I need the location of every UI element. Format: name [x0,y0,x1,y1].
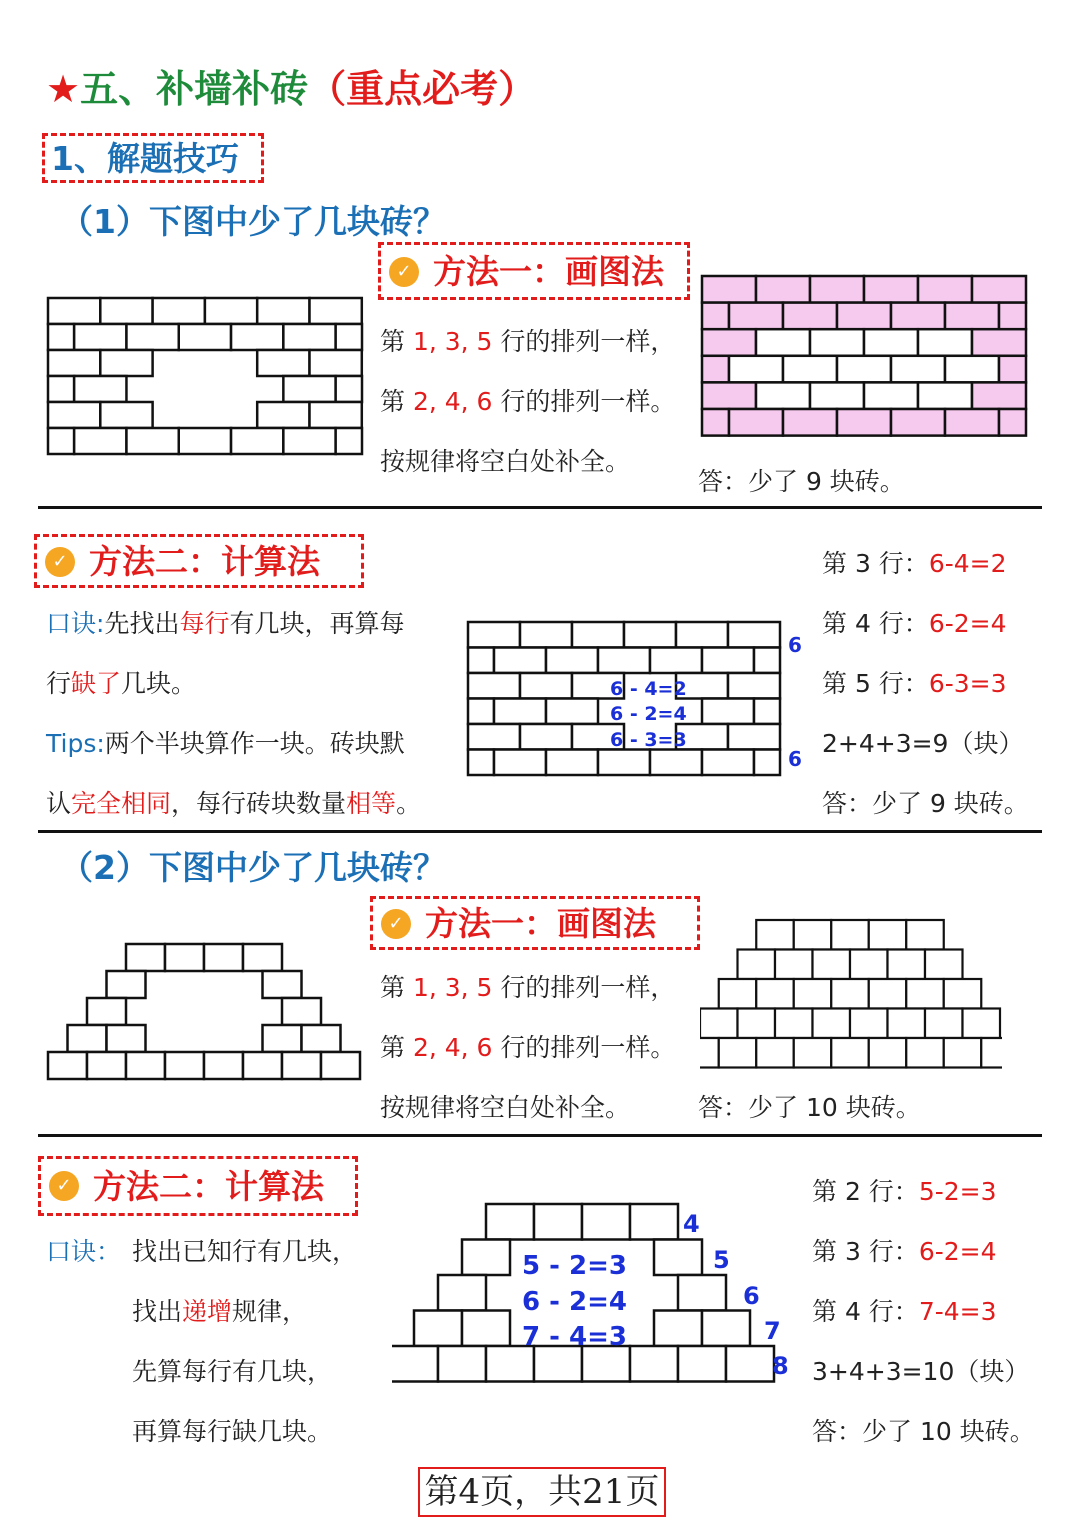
answer-q2-method1: 答：少了 10 块砖。 [698,1093,921,1122]
brick [598,750,650,776]
brick [107,1025,146,1052]
brick [48,298,100,324]
method1-label: 方法一：画图法 [425,904,656,943]
brick [494,750,546,776]
rule-line-3: 按规律将空白处补全。 [380,1093,631,1122]
question-2: （2）下图中少了几块砖？ [60,848,446,887]
brick [48,324,74,350]
rule-line-2: 第 2, 4, 6 行的排列一样。 [380,1033,676,1062]
brick [87,998,126,1025]
brick [702,409,729,436]
method2-label: 方法二：计算法 [93,1167,324,1206]
brick [754,750,780,776]
brick [738,950,776,980]
brick [438,1346,486,1382]
brick [231,324,283,350]
calc-row: 第 3 行：6-4=2 [822,549,1007,578]
brick [729,409,783,436]
calc-row: 第 3 行：6-2=4 [812,1237,997,1266]
brick [74,428,126,454]
row-count-4: 4 [683,1210,700,1238]
brick [869,1038,907,1068]
mnemonic-b-line-2: 找出递增规律， [132,1297,308,1326]
brick [719,1038,757,1068]
brick [257,402,309,428]
divider [38,506,1042,509]
brick [837,409,891,436]
wall-q1-completed [700,274,1030,438]
brick [231,428,283,454]
brick [48,350,100,376]
mnemonic-line-1: 口诀:先找出每行有几块，再算每 [46,609,405,638]
mnemonic-b-line-3: 先算每行有几块， [132,1357,333,1386]
brick [630,1204,678,1240]
brick [925,950,963,980]
trapezoid-q2-incomplete [44,940,364,1086]
brick [598,648,650,674]
brick [321,1052,360,1079]
brick [999,303,1026,330]
page-number: 第4页，共21页 [418,1467,666,1517]
method2-box-q2 [38,1156,358,1216]
brick [918,329,972,356]
brick [891,303,945,330]
divider [38,1134,1042,1137]
check-badge-icon: ✓ [49,1171,79,1201]
brick [302,1025,341,1052]
brick [468,724,520,750]
brick [546,699,598,725]
brick [700,1009,738,1039]
brick [179,324,231,350]
brick [520,622,572,648]
brick [48,1052,87,1079]
brick [126,1052,165,1079]
section-heading: 1、解题技巧 [42,133,264,183]
brick [850,1009,888,1039]
wall-equation-2: 6 - 2=4 [610,703,687,725]
brick [702,1311,750,1347]
brick [678,1346,726,1382]
calc-row: 第 2 行：5-2=3 [812,1177,997,1206]
brick [283,376,335,402]
brick [754,648,780,674]
brick [204,1052,243,1079]
brick [891,409,945,436]
brick [654,1240,702,1276]
method1-label: 方法一：画图法 [433,252,664,291]
brick [336,428,362,454]
brick [700,1038,719,1068]
calc-row: 第 4 行：6-2=4 [822,609,1007,638]
brick [837,303,891,330]
brick [981,1038,1002,1068]
brick [165,944,204,971]
wall-equation-3: 7 - 4=3 [522,1322,627,1352]
check-badge-icon: ✓ [45,547,75,577]
wall-equation-1: 5 - 2=3 [522,1251,627,1281]
brick [702,699,754,725]
divider [38,830,1042,833]
rule-line-1: 第 1, 3, 5 行的排列一样， [380,327,676,356]
method1-box-q2 [370,896,700,950]
brick [925,1009,963,1039]
brick [972,329,1026,356]
brick [100,402,152,428]
brick [702,276,756,303]
brick [468,673,520,699]
row-count-bottom: 6 [788,747,802,771]
trapezoid-q2-completed [700,916,1002,1072]
brick [756,276,810,303]
brick [864,329,918,356]
brick [204,944,243,971]
method2-box-q1 [34,534,364,588]
brick [702,303,729,330]
brick [794,1038,832,1068]
brick [906,920,944,950]
brick [546,648,598,674]
brick [756,979,794,1009]
brick [775,1009,813,1039]
method2-label: 方法二：计算法 [89,542,320,581]
brick [702,356,729,383]
brick [831,979,869,1009]
brick [850,950,888,980]
calc-row: 第 4 行：7-4=3 [812,1297,997,1326]
brick [310,350,362,376]
brick [438,1275,486,1311]
brick [794,920,832,950]
tips-line-1: Tips:两个半块算作一块。砖块默 [46,729,405,758]
brick [864,382,918,409]
mnemonic-b-line-1: 口诀： 找出已知行有几块， [46,1237,358,1266]
brick [728,673,780,699]
brick [282,998,321,1025]
brick [310,298,362,324]
brick [837,356,891,383]
brick [945,409,999,436]
row-count-top: 6 [788,633,802,657]
brick [775,950,813,980]
title-main: 五、补墙补砖 [80,67,309,111]
brick [392,1346,438,1382]
brick [126,428,178,454]
brick [654,1311,702,1347]
brick [468,648,494,674]
brick [630,1346,678,1382]
brick [243,944,282,971]
brick [263,1025,302,1052]
brick [729,303,783,330]
calc-rows-q1 [822,544,1007,724]
brick [810,382,864,409]
brick [126,944,165,971]
brick [100,350,152,376]
brick [624,622,676,648]
brick [831,1038,869,1068]
brick [468,750,494,776]
brick [702,750,754,776]
brick [678,1275,726,1311]
brick [944,979,982,1009]
brick [794,979,832,1009]
row-count-6: 6 [743,1282,760,1310]
brick [74,376,126,402]
brick [336,324,362,350]
brick [87,1052,126,1079]
brick [726,1346,774,1382]
brick [728,724,780,750]
brick [414,1311,462,1347]
wall-equation-1: 6 - 4=2 [610,678,687,700]
brick [68,1025,107,1052]
brick [582,1204,630,1240]
brick [520,724,572,750]
brick [918,382,972,409]
wall-q1-incomplete [46,296,366,458]
brick [283,324,335,350]
brick [972,276,1026,303]
brick [650,750,702,776]
brick [702,382,756,409]
row-count-7: 7 [764,1317,781,1345]
brick [963,1009,1001,1039]
brick [310,402,362,428]
tips-line-2: 认完全相同，每行砖块数量相等。 [46,789,422,818]
mnemonic-b-line-4: 再算每行缺几块。 [132,1417,333,1446]
brick [702,648,754,674]
brick [283,428,335,454]
brick [906,1038,944,1068]
brick [906,979,944,1009]
brick [257,350,309,376]
brick [494,648,546,674]
brick [100,298,152,324]
brick [48,428,74,454]
mnemonic-line-2: 行缺了几块。 [46,669,197,698]
brick [888,950,926,980]
brick [468,622,520,648]
brick [534,1204,582,1240]
brick [650,648,702,674]
brick [107,971,146,998]
brick [999,409,1026,436]
brick [572,622,624,648]
brick [945,356,999,383]
brick [702,329,756,356]
wall-q1-calc [466,620,826,780]
check-badge-icon: ✓ [381,909,411,939]
brick [754,699,780,725]
brick [243,1052,282,1079]
brick [813,950,851,980]
rule-line-3: 按规律将空白处补全。 [380,447,631,476]
brick [756,1038,794,1068]
brick [676,622,728,648]
brick [126,324,178,350]
calc-rows-q2 [812,1172,997,1352]
answer-q2-method2: 答：少了 10 块砖。 [812,1417,1035,1446]
brick [486,1204,534,1240]
brick [756,382,810,409]
brick [336,376,362,402]
calc-row: 第 5 行：6-3=3 [822,669,1007,698]
brick [888,1009,926,1039]
brick [257,298,309,324]
brick [738,1009,776,1039]
brick [783,303,837,330]
brick [813,1009,851,1039]
brick [165,1052,204,1079]
brick [546,750,598,776]
brick [999,356,1026,383]
brick [756,920,794,950]
brick [729,356,783,383]
brick [494,699,546,725]
answer-q1-method2: 答：少了 9 块砖。 [822,789,1029,818]
answer-q1-method1: 答：少了 9 块砖。 [698,467,905,496]
brick [756,329,810,356]
row-count-8: 8 [772,1352,789,1380]
brick [179,428,231,454]
brick [205,298,257,324]
brick [462,1240,510,1276]
brick [282,1052,321,1079]
brick [869,920,907,950]
brick [891,356,945,383]
brick [869,979,907,1009]
row-count-5: 5 [713,1246,730,1274]
brick [263,971,302,998]
star-icon: ★ [46,67,81,111]
rule-line-1: 第 1, 3, 5 行的排列一样， [380,973,676,1002]
brick [783,356,837,383]
brick [944,1038,982,1068]
brick [918,276,972,303]
page-title [46,58,536,113]
sum-q1: 2+4+3=9（块） [822,729,1024,758]
brick [468,699,494,725]
brick [945,303,999,330]
method1-box-q1 [378,242,690,300]
brick [74,324,126,350]
brick [810,276,864,303]
brick [864,276,918,303]
title-emphasis: （重点必考） [308,67,537,111]
check-badge-icon: ✓ [389,257,419,287]
brick [972,382,1026,409]
sum-q2: 3+4+3=10（块） [812,1357,1030,1386]
rule-line-2: 第 2, 4, 6 行的排列一样。 [380,387,676,416]
brick [810,329,864,356]
question-1: （1）下图中少了几块砖？ [60,202,446,241]
brick [728,622,780,648]
brick [719,979,757,1009]
wall-equation-3: 6 - 3=3 [610,729,687,751]
brick [48,402,100,428]
brick [520,673,572,699]
brick [783,409,837,436]
brick [48,376,74,402]
brick [153,298,205,324]
brick [462,1311,510,1347]
trapezoid-q2-calc [392,1200,802,1396]
wall-equation-2: 6 - 2=4 [522,1287,627,1317]
brick [831,920,869,950]
